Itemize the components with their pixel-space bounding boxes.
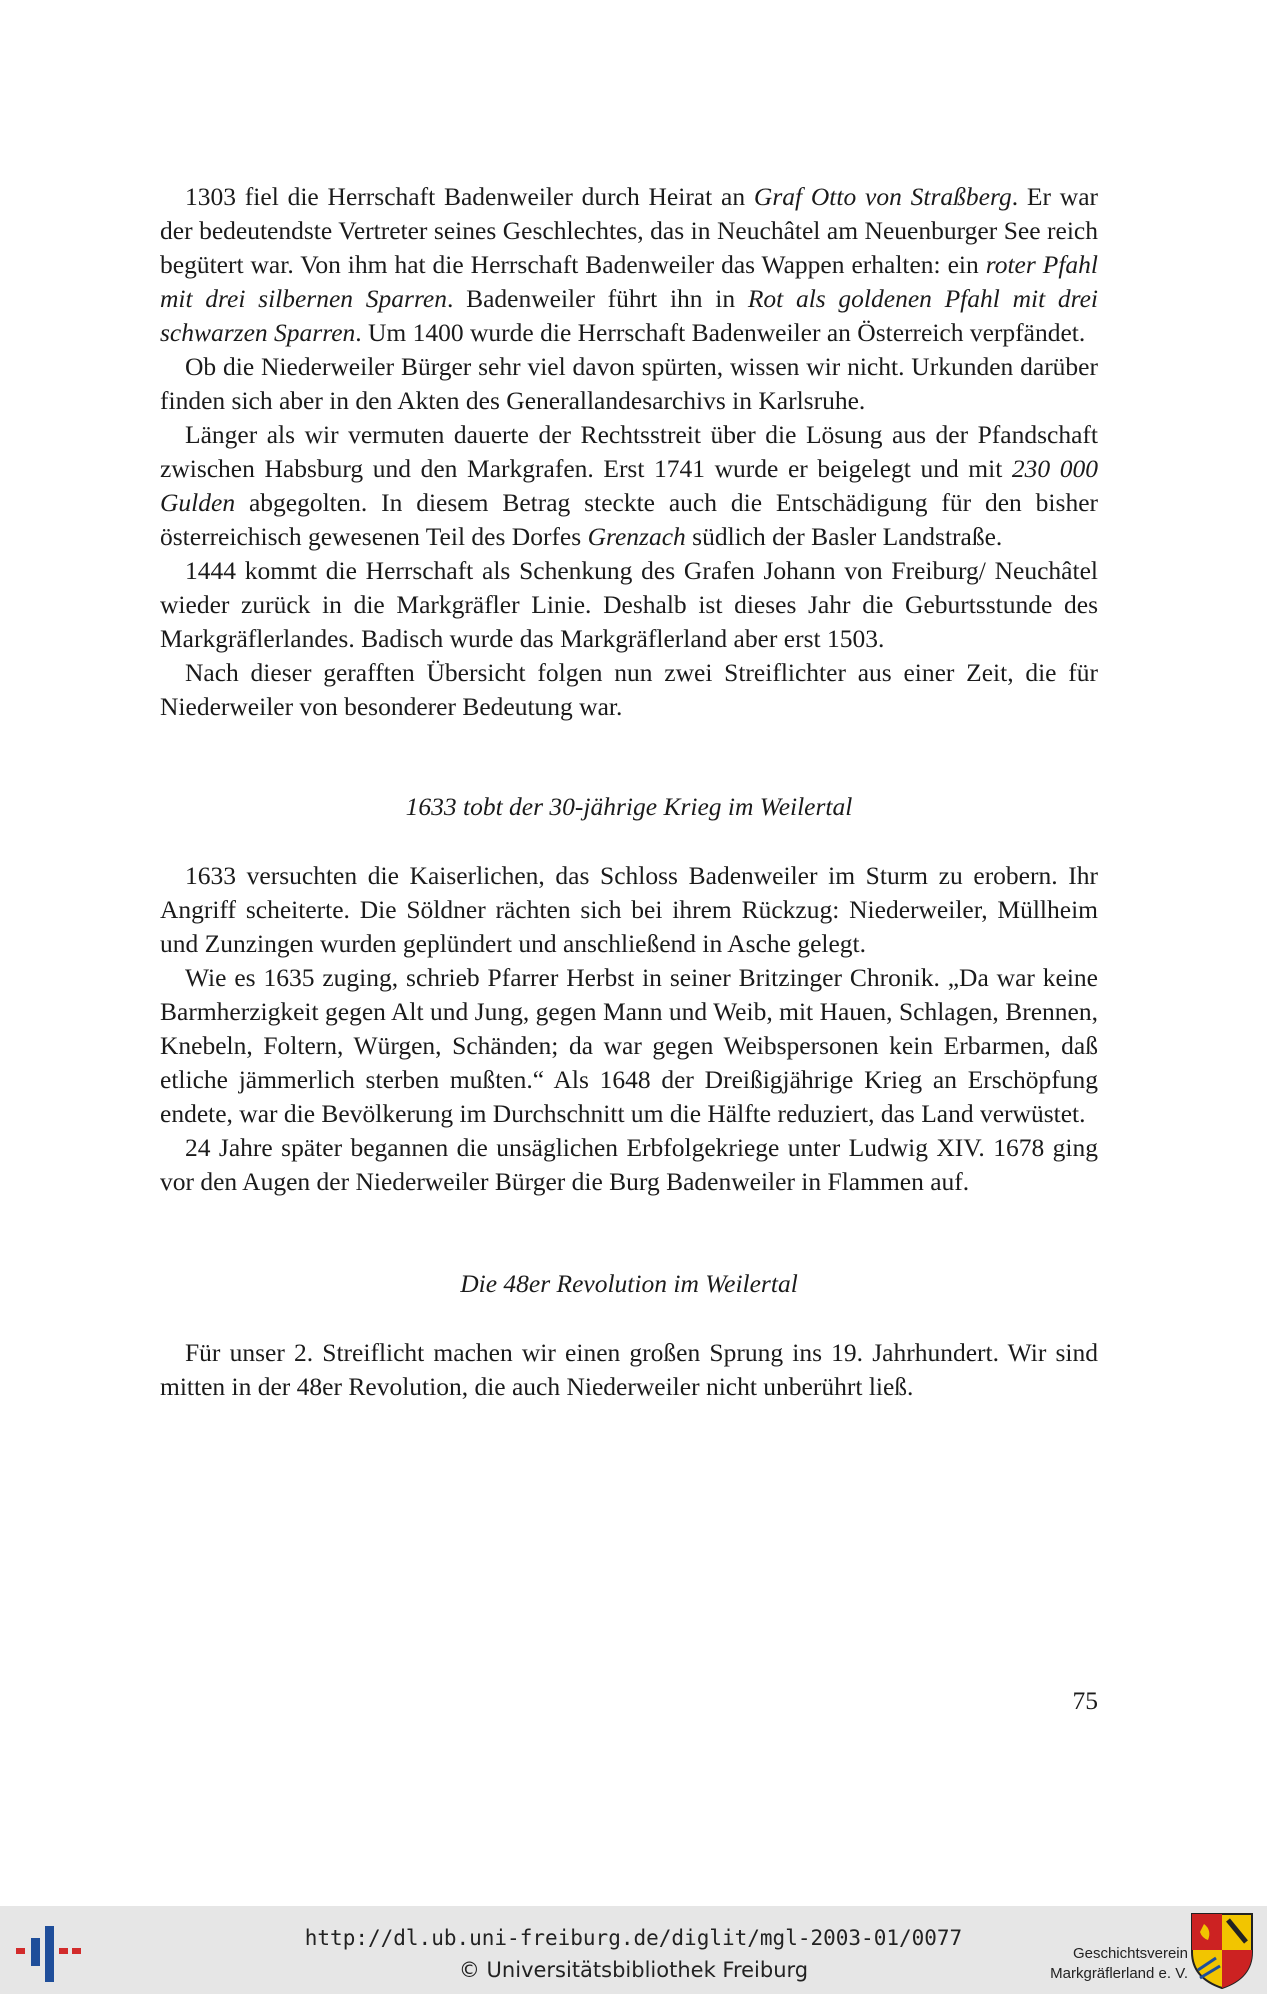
text-run: . Badenweiler führt ihn in: [447, 284, 748, 313]
society-name: [1006, 1944, 1188, 1984]
footer-copyright: © Universitätsbibliothek Freiburg: [458, 1958, 809, 1982]
section-thirty-years-war: [160, 859, 1098, 1199]
text-run: Wie es 1635 zuging, schrieb Pfarrer Herbst in seiner Britzinger Chronik. „Da war keine Barmherzigkeit gegen Alt und Jung, gegen Mann und Weib, mit Hauen, Schlagen, Brennen, Knebeln, Foltern, Würgen, Schänden; da war gegen Weibspersonen kein Erbarmen, daß etliche jämmerlich sterben mußten.“ Als 1648 der Dreißigjährige Krieg an Erschöpfung endete, war die Bevölkerung im Durchschnitt um die Hälfte reduziert, das Land verwüstet.: [160, 963, 1098, 1128]
text-run: 1444 kommt die Herrschaft als Schenkung des Grafen Johann von Freiburg/ Neuchâtel wieder zurück in die Markgräfler Linie. Deshalb ist dieses Jahr die Geburtsstunde des Markgräflerlandes. Badisch wurde das Markgräflerland aber erst 1503.: [160, 556, 1098, 653]
section-revolution: [160, 1336, 1098, 1404]
italic-text: roter Pfahl mit drei silbernen Sparren: [160, 250, 1098, 313]
text-run: Für unser 2. Streiflicht machen wir einen großen Sprung ins 19. Jahrhundert. Wir sind mitten in der 48er Revolution, die auch Niederweiler nicht unberührt ließ.: [160, 1338, 1098, 1401]
page-body: [160, 180, 1098, 1404]
text-run: 1303 fiel die Herrschaft Badenweiler durch Heirat an: [185, 182, 754, 211]
text-run: Ob die Niederweiler Bürger sehr viel davon spürten, wissen wir nicht. Urkunden darüber finden sich aber in den Akten des Generallandesarchivs in Karlsruhe.: [160, 352, 1098, 415]
paragraph: [160, 1131, 1098, 1199]
footer-bar: [0, 1906, 1267, 1994]
section-heading-revolution: Die 48er Revolution im Weilertal: [460, 1269, 798, 1298]
italic-text: Rot als goldenen Pfahl mit drei schwarzen Sparren: [160, 284, 1098, 347]
paragraph: [160, 350, 1098, 418]
text-run: abgegolten. In diesem Betrag steckte auch die Entschädigung für den bisher österreichisch gewesenen Teil des Dorfes: [160, 488, 1098, 551]
page-number: 75: [1072, 1686, 1098, 1715]
paragraph: [160, 961, 1098, 1131]
section-intro: [160, 180, 1098, 724]
text-run: Länger als wir vermuten dauerte der Rechtsstreit über die Lösung aus der Pfandschaft zwischen Habsburg und den Markgrafen. Erst 1741 wurde er beigelegt und mit: [160, 420, 1098, 483]
paragraph: [160, 554, 1098, 656]
footer-url-link[interactable]: http://dl.ub.uni-freiburg.de/diglit/mgl-2003-01/0077: [304, 1926, 963, 1950]
paragraph: [160, 859, 1098, 961]
text-run: 1633 versuchten die Kaiserlichen, das Schloss Badenweiler im Sturm zu erobern. Ihr Angriff scheiterte. Die Söldner rächten sich bei ihrem Rückzug: Niederweiler, Müllheim und Zunzingen wurden geplündert und anschließend in Asche gelegt.: [160, 861, 1098, 958]
society-line-1: Geschichtsverein: [1072, 1945, 1188, 1962]
society-line-2: Markgräflerland e. V.: [1050, 1965, 1188, 1982]
italic-text: Grenzach: [587, 522, 686, 551]
italic-text: Graf Otto von Straßberg: [753, 182, 1012, 211]
section-heading-thirty-years-war: 1633 tobt der 30-jährige Krieg im Weilertal: [405, 792, 853, 821]
paragraph: [160, 656, 1098, 724]
text-run: Nach dieser gerafften Übersicht folgen nun zwei Streiflichter aus einer Zeit, die für Niederweiler von besonderer Bedeutung war.: [160, 658, 1098, 721]
paragraph: [160, 180, 1098, 350]
paragraph: [160, 418, 1098, 554]
italic-text: 230 000 Gulden: [160, 454, 1099, 517]
paragraph: [160, 1336, 1098, 1404]
text-run: 24 Jahre später begannen die unsäglichen Erbfolgekriege unter Ludwig XIV. 1678 ging vor den Augen der Niederweiler Bürger die Burg Badenweiler in Flammen auf.: [160, 1133, 1098, 1196]
text-run: südlich der Basler Landstraße.: [685, 522, 1003, 551]
text-run: . Um 1400 wurde die Herrschaft Badenweiler an Österreich verpfändet.: [355, 318, 1086, 347]
text-run: . Er war der bedeutendste Vertreter seines Geschlechtes, das in Neuchâtel am Neuenburger See reich begütert war. Von ihm hat die Herrschaft Badenweiler das Wappen erhalten: ein: [160, 182, 1099, 279]
coat-of-arms-icon: [1190, 1912, 1254, 1990]
